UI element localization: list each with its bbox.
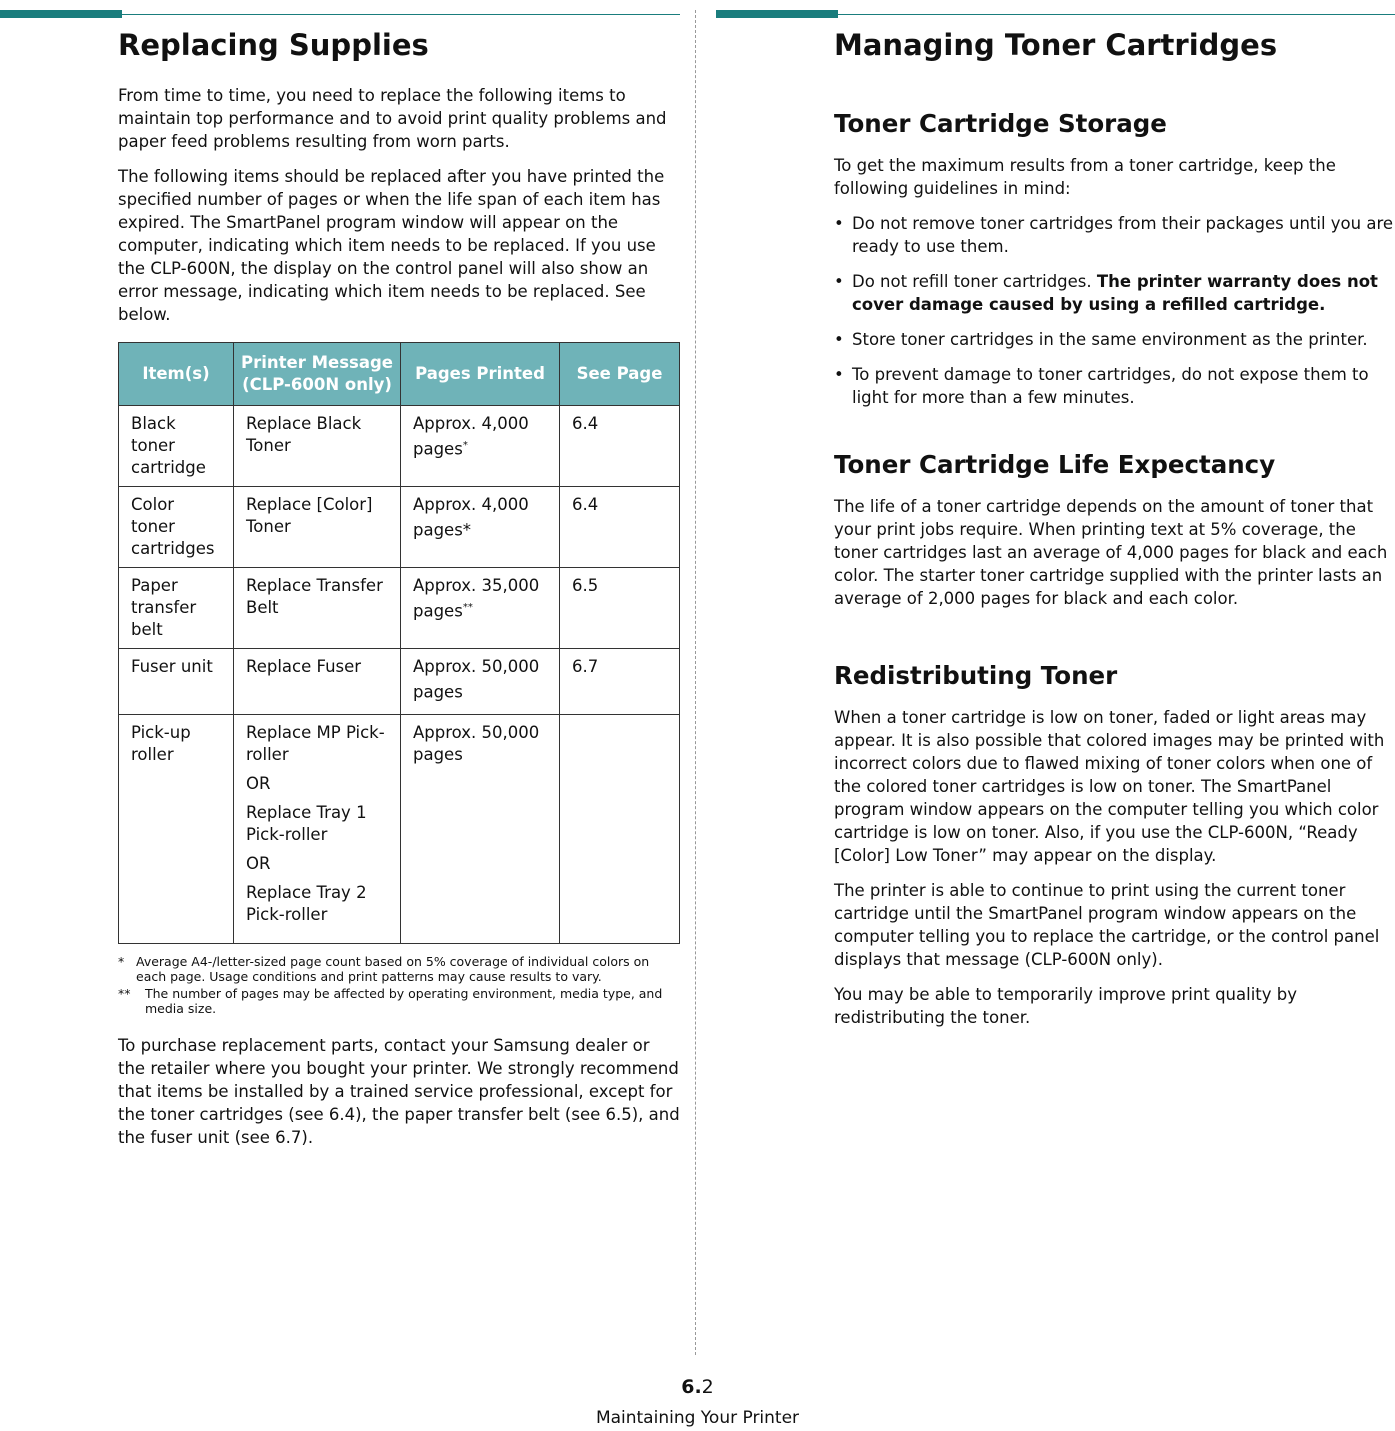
cell-message: Replace [Color] Toner [234,487,401,568]
life-expectancy-text: The life of a toner cartridge depends on the amount of toner that your print jobs require. When printing text at 5% coverage, the toner cartridges last an average of 4,000 pages for black and each color. The starter toner cartridge supplied with the printer lasts an average of 2,000 pages for black and each color. [834,497,1388,608]
right-column [834,26,1395,1029]
left-column [118,26,680,1149]
cell-item: Pick-up roller [119,715,234,944]
cell-see-page: 6.7 [560,649,680,715]
cell-pages: Approx. 50,000 pages [401,715,560,944]
cell-message: Replace Black Toner [234,406,401,487]
storage-intro: To get the maximum results from a toner cartridge, keep the following guidelines in mind: [834,156,1336,198]
replacement-paragraph: The following items should be replaced after you have printed the specified number of pages or when the life span of each item has expired. The SmartPanel program window will appear on the computer, indicating which item needs to be replaced. If you use the CLP-600N, the display on the control panel will also show an error message, indicating which item needs to be replaced. See below. [118,167,665,324]
message-line: OR [246,854,271,873]
footnote-1 [118,954,680,984]
table-row [119,649,680,715]
redistributing-paragraph-1: When a toner cartridge is low on toner, faded or light areas may appear. It is also possible that colored images may be printed with incorrect colors due to flawed mixing of toner colors when one of the colored toner cartridges is low on toner. The SmartPanel program window appears on the computer telling you which color cartridge is low on toner. Also, if you use the CLP-600N, “Ready [Color] Low Toner” may appear on the display. [834,708,1385,865]
cell-see-page: 6.4 [560,406,680,487]
footnote-2-text: The number of pages may be affected by operating environment, media type, and media size. [145,986,663,1016]
col-header-items: Item(s) [119,343,234,406]
message-line: Replace Tray 1 Pick-roller [246,803,367,844]
col-header-pages: Pages Printed [401,343,560,406]
supplies-table [118,342,680,944]
table-row [119,568,680,649]
cell-item: Black toner cartridge [119,406,234,487]
left-header-accent [0,10,122,18]
cell-message [234,715,401,944]
cell-pages [401,649,560,715]
message-line: Replace MP Pick-roller [246,723,385,764]
cell-item: Fuser unit [119,649,234,715]
cell-pages [401,406,560,487]
col-header-message: Printer Message (CLP-600N only) [234,343,401,406]
cell-message: Replace Fuser [234,649,401,715]
table-header-row [119,343,680,406]
pages-text: Approx. 35,000 pages [413,576,540,621]
table-row [119,715,680,944]
intro-paragraph: From time to time, you need to replace the following items to maintain top performance and to avoid print quality problems and paper feed problems resulting from worn parts. [118,86,667,151]
column-divider [695,10,696,1355]
warranty-warning: The printer warranty does not cover damage caused by using a refilled cartridge. [852,272,1378,314]
cell-pages [401,487,560,568]
message-line: Replace Tray 2 Pick-roller [246,883,367,924]
table-row [119,487,680,568]
page-chapter: 6. [681,1376,702,1398]
cell-see-page: 6.4 [560,487,680,568]
list-item-text: Do not refill toner cartridges. [852,272,1092,291]
closing-paragraph: To purchase replacement parts, contact your Samsung dealer or the retailer where you bought your printer. We strongly recommend that items be installed by a trained service professional, except for the toner cartridges (see 6.4), the paper transfer belt (see 6.5), and the fuser unit (see 6.7). [118,1036,680,1147]
redistributing-heading: Redistributing Toner [834,661,1118,690]
footnote-2 [118,986,680,1016]
page-number [0,1376,1395,1398]
storage-guidelines [834,212,1395,409]
footnote-1-mark: * [118,954,125,969]
col-header-see-page: See Page [560,343,680,406]
life-expectancy-heading: Toner Cartridge Life Expectancy [834,450,1276,479]
page-footer-label: Maintaining Your Printer [595,1408,800,1428]
table-row [119,406,680,487]
footnote-ref: * [462,440,468,451]
page-index: 2 [701,1376,714,1398]
footnote-ref: ** [462,602,473,613]
pages-text: Approx. 50,000 pages [413,657,540,702]
storage-heading: Toner Cartridge Storage [834,109,1167,138]
list-item [834,328,1395,351]
footnote-2-mark: ** [118,986,131,1001]
redistributing-paragraph-2: The printer is able to continue to print using the current toner cartridge until the SmartPanel program window appears on the computer telling you to replace the cartridge, or the control panel displays that message (CLP-600N only). [834,881,1380,969]
cell-pages [401,568,560,649]
list-item-text: Do not remove toner cartridges from their packages until you are ready to use them. [852,214,1394,256]
redistributing-paragraph-3: You may be able to temporarily improve print quality by redistributing the toner. [834,985,1297,1027]
cell-see-page: 6.5 [560,568,680,649]
replacing-supplies-title: Replacing Supplies [118,28,429,62]
list-item [834,212,1395,258]
cell-item: Color toner cartridges [119,487,234,568]
managing-toner-title: Managing Toner Cartridges [834,28,1278,62]
list-item [834,270,1395,316]
message-line: OR [246,774,271,793]
cell-message: Replace Transfer Belt [234,568,401,649]
pages-text: Approx. 4,000 pages* [413,495,529,540]
cell-see-page [560,715,680,944]
list-item-text: Store toner cartridges in the same environment as the printer. [852,330,1368,349]
right-header-accent [716,10,838,18]
cell-item: Paper transfer belt [119,568,234,649]
list-item-text: To prevent damage to toner cartridges, do not expose them to light for more than a few minutes. [852,365,1369,407]
footnote-1-text: Average A4-/letter-sized page count based on 5% coverage of individual colors on each page. Usage conditions and print patterns may cause results to vary. [136,954,650,984]
pages-text: Approx. 4,000 pages [413,414,529,459]
list-item [834,363,1395,409]
